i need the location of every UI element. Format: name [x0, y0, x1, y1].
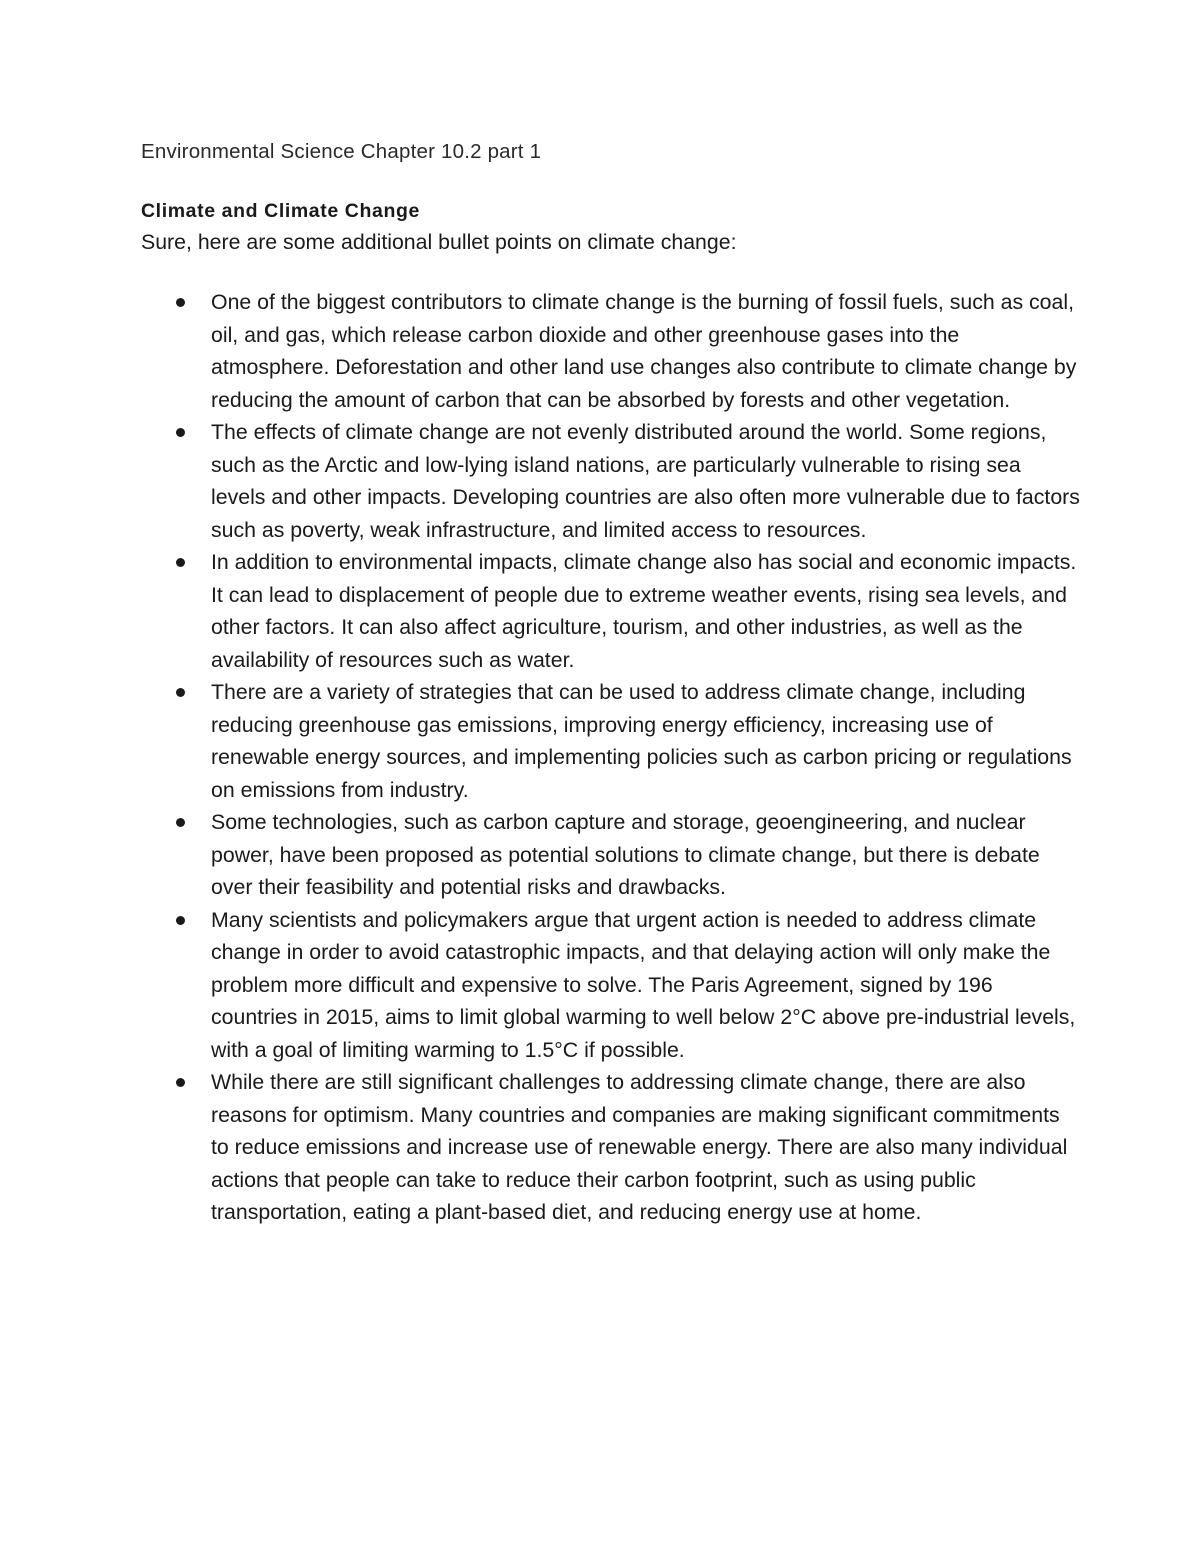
bullet-item	[211, 286, 1081, 416]
bullet-dot-icon	[176, 1078, 185, 1087]
bullet-item	[211, 546, 1081, 676]
bullet-text: The effects of climate change are not evenly distributed around the world. Some regions, such as the Arctic and low-lying island nations, are particularly vulnerable to rising sea levels and other impacts. Developing countries are also often more vulnerable due to factors such as poverty, weak infrastructure, and limited access to resources.	[211, 420, 1080, 542]
section-heading: Climate and Climate Change	[141, 200, 420, 222]
bullet-text: Many scientists and policymakers argue that urgent action is needed to address climate change in order to avoid catastrophic impacts, and that delaying action will only make the problem more difficult and expensive to solve. The Paris Agreement, signed by 196 countries in 2015, aims to limit global warming to well below 2°C above pre-industrial levels, with a goal of limiting warming to 1.5°C if possible.	[211, 907, 1076, 1062]
bullet-dot-icon	[176, 688, 185, 697]
bullet-item	[211, 676, 1081, 806]
intro-paragraph: Sure, here are some additional bullet points on climate change:	[141, 230, 737, 254]
bullet-dot-icon	[176, 818, 185, 827]
bullet-text: While there are still significant challenges to addressing climate change, there are also reasons for optimism. Many countries and companies are making significant commitments to reduce emissions and increase use of renewable energy. There are also many individual actions that people can take to reduce their carbon footprint, such as using public transportation, eating a plant-based diet, and reducing energy use at home.	[211, 1070, 1068, 1224]
bullet-item	[211, 1066, 1081, 1229]
bullet-text: One of the biggest contributors to climate change is the burning of fossil fuels, such as coal, oil, and gas, which release carbon dioxide and other greenhouse gases into the atmosphere. Deforestation and other land use changes also contribute to climate change by reducing the amount of carbon that can be absorbed by forests and other vegetation.	[211, 290, 1077, 412]
bullet-dot-icon	[176, 558, 185, 567]
bullet-text: There are a variety of strategies that can be used to address climate change, including reducing greenhouse gas emissions, improving energy efficiency, increasing use of renewable energy sources, and implementing policies such as carbon pricing or regulations on emissions from industry.	[211, 680, 1072, 802]
bullet-text: Some technologies, such as carbon capture and storage, geoengineering, and nuclear power, have been proposed as potential solutions to climate change, but there is debate over their feasibility and potential risks and drawbacks.	[211, 810, 1040, 899]
bullet-dot-icon	[176, 428, 185, 437]
bullet-text: In addition to environmental impacts, climate change also has social and economic impacts. It can lead to displacement of people due to extreme weather events, rising sea levels, and other factors. It can also affect agriculture, tourism, and other industries, as well as the availability of resources such as water.	[211, 550, 1077, 672]
bullet-item	[211, 904, 1081, 1067]
bullet-item	[211, 416, 1081, 546]
bullet-list	[211, 286, 1081, 1229]
document-title: Environmental Science Chapter 10.2 part 1	[141, 140, 542, 163]
bullet-dot-icon	[176, 916, 185, 925]
bullet-item	[211, 806, 1081, 904]
bullet-dot-icon	[176, 298, 185, 307]
